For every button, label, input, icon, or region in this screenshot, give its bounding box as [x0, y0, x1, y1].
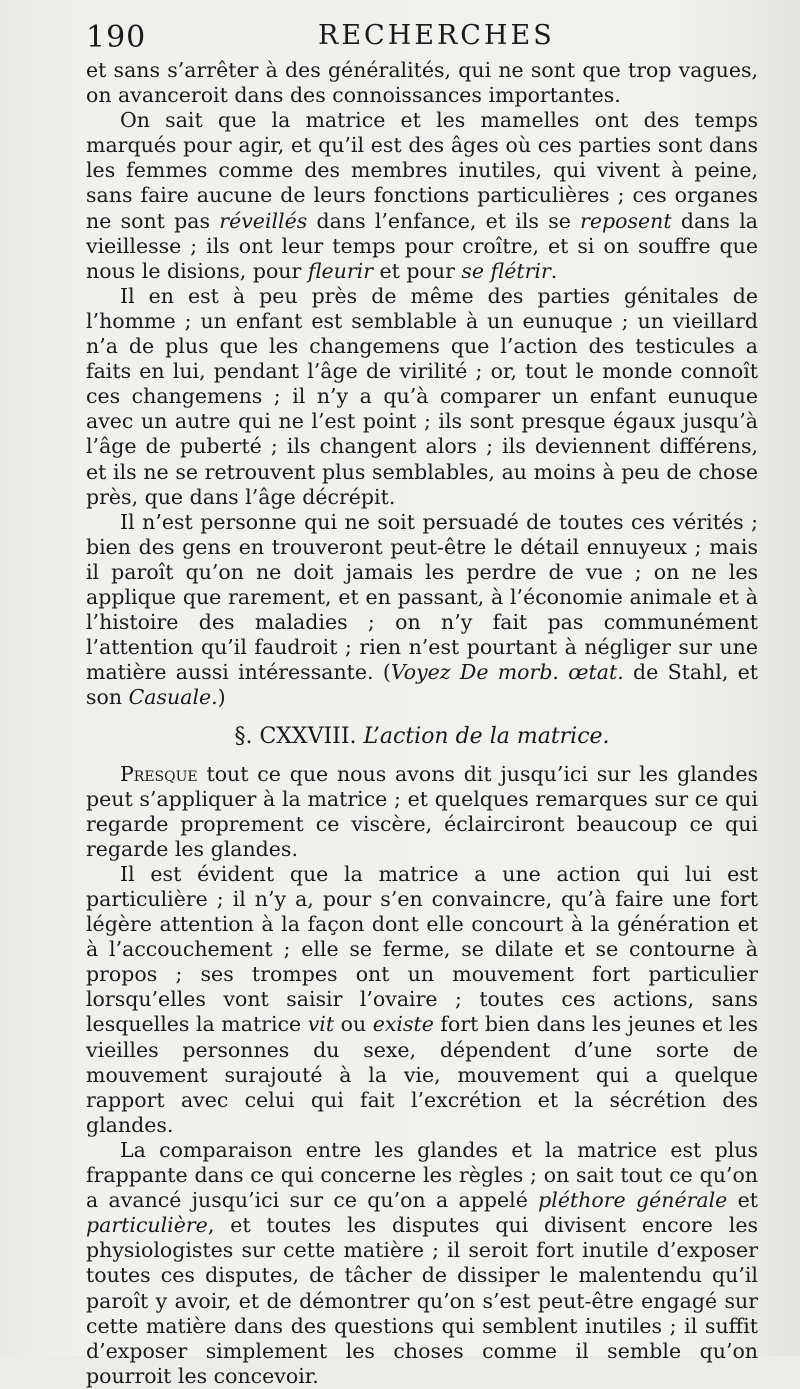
text-run: et pour — [373, 258, 462, 283]
text-run: fort bien dans les jeunes et les vieilles personnes du sexe, dépendent d’une sorte de mouvement surajouté à la vie, mouvement qui a quelque rapport avec celui qui fait l’excrétion et la sécrétion des glandes. — [86, 1012, 759, 1137]
page-body — [86, 58, 758, 1389]
italic-term: particulière — [86, 1213, 208, 1238]
italic-term: existe — [372, 1012, 434, 1037]
paragraph-parties-genitales: Il en est à peu près de même des parties génitales de l’homme ; un enfant est semblable à un eunuque ; un vieillard n’a de plus que les changemens que l’action des testicules a faits en lui, pendant l’âge de virilité ; or, tout le monde connoît ces changemens ; il n’y a qu’à comparer un enfant eunuque avec un autre qui ne l’est point ; ils sont presque égaux jusqu’à l’âge de puberté ; ils changent alors ; ils deviennent différens, et ils ne se retrouvent plus semblables, au moins à peu de chose près, que dans l’âge décrépit. — [86, 283, 758, 509]
text-run: .) — [211, 685, 226, 710]
text-run: et — [727, 1188, 759, 1213]
text-run: de Stahl, et son — [86, 660, 758, 710]
page-number: 190 — [86, 20, 147, 55]
text-run: tout ce que nous avons dit jusqu’ici sur les glandes peut s’appliquer à la matrice ; et quelques remarques sur ce qui regarde proprement ce viscère, éclairciront beaucoup ce qui regarde les glandes. — [86, 761, 758, 861]
italic-term: pléthore générale — [538, 1188, 728, 1213]
text-run: ou — [334, 1012, 373, 1037]
italic-term: réveillés — [219, 208, 308, 233]
paragraph-presque — [86, 762, 758, 862]
italic-term: reposent — [580, 208, 672, 233]
section-heading — [86, 724, 758, 749]
section-number: §. CXXVIII. — [234, 724, 364, 750]
paragraph-action-matrice — [86, 862, 758, 1138]
text-run: On sait que la matrice et les mamelles ont des temps marqués pour agir, et qu’il est des âges où ces parties sont dans les femmes comme des membres inutiles, qui vivent à peine, sans faire aucune de leurs fonctions particulières ; ces organes ne sont pas — [86, 108, 758, 233]
italic-reference: Voyez De morb. œtat. — [390, 660, 624, 685]
paragraph-matrice-mamelles — [86, 108, 758, 284]
section-title: L’action de la matrice. — [363, 724, 610, 750]
text-run: Il n’est personne qui ne soit persuadé de toutes ces vérités ; bien des gens en trouveront peut-être le détail ennuyeux ; mais il paroît qu’on ne doit jamais les perdre de vue ; on ne les applique que rarement, et en passant, à l’économie animale et à l’histoire des maladies ; on n’y fait pas communément l’attention qu’il faudroit ; rien n’est pourtant à négliger sur une matière aussi intéressante. ( — [86, 509, 758, 685]
running-head: RECHERCHES — [318, 20, 555, 51]
italic-term: vit — [307, 1012, 335, 1037]
italic-term: fleurir — [307, 258, 373, 283]
italic-reference: Casuale — [128, 685, 212, 710]
italic-term: se flétrir — [461, 258, 551, 283]
paragraph-continuation: et sans s’arrêter à des généralités, qui ne sont que trop vagues, on avanceroit dans des connoissances importantes. — [86, 58, 758, 108]
text-run: , et toutes les disputes qui divisent encore les physiologistes sur cette matière ; il seroit fort inutile d’exposer toutes ces disputes, de tâcher de dissiper le malentendu qu’il paroît y avoir, et de démontrer qu’on s’est peut-être engagé sur cette matière dans des questions qui semblent inutiles ; il suffit d’exposer simplement les choses comme il semble qu’on pourroit les concevoir. — [86, 1213, 758, 1388]
paragraph-verites — [86, 510, 758, 711]
text-run: La comparaison entre les glandes et la matrice est plus frappante dans ce qui concerne les règles ; on sait tout ce qu’on a avancé jusqu’ici sur ce qu’on a appelé — [86, 1137, 758, 1213]
text-run: dans la vieillesse ; ils ont leur temps pour croître, et si on souffre que nous le disions, pour — [86, 208, 758, 283]
paragraph-comparaison — [86, 1138, 758, 1389]
text-run: Il est évident que la matrice a une action qui lui est particulière ; il n’y a, pour s’en convaincre, qu’à faire une fort légère attention à la façon dont elle concourt à la génération et à l’accouchement ; elle se ferme, se dilate et se contourne à propos ; ses trompes ont un mouvement fort particulier lorsqu’elles vont saisir l’ovaire ; toutes ces actions, sans lesquelles la matrice — [86, 861, 758, 1037]
page-header — [0, 18, 800, 58]
text-run: dans l’enfance, et ils se — [307, 208, 581, 233]
text-run: . — [550, 258, 558, 283]
small-caps-opening: Presque — [120, 761, 198, 786]
